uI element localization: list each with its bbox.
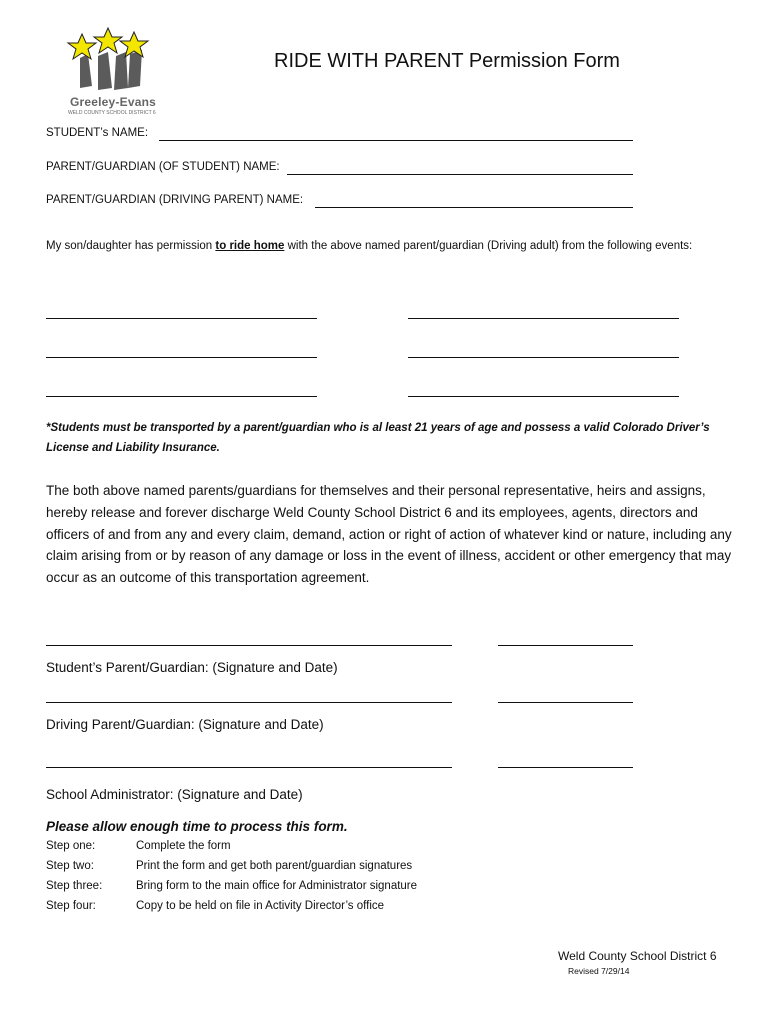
event-line[interactable] <box>46 318 317 319</box>
date-line[interactable] <box>498 702 633 703</box>
parent-student-label: PARENT/GUARDIAN (OF STUDENT) NAME: <box>46 161 280 173</box>
intro-before: My son/daughter has permission <box>46 240 216 252</box>
step-text: Print the form and get both parent/guardian signatures <box>136 860 413 872</box>
student-name-line[interactable] <box>159 140 633 141</box>
signature-line[interactable] <box>46 645 452 646</box>
step-text: Complete the form <box>136 840 231 852</box>
step-label: Step four: <box>46 900 96 912</box>
process-heading: Please allow enough time to process this form. <box>46 819 348 834</box>
parent-driving-label: PARENT/GUARDIAN (DRIVING PARENT) NAME: <box>46 194 304 206</box>
step-label: Step two: <box>46 860 94 872</box>
event-line[interactable] <box>46 396 317 397</box>
driving-parent-signature-label: Driving Parent/Guardian: (Signature and Date) <box>46 717 324 732</box>
permission-intro <box>46 236 736 257</box>
intro-after: with the above named parent/guardian (Driving adult) from the following events: <box>284 240 693 252</box>
parent-driving-line[interactable] <box>315 207 633 208</box>
logo-stars-icon <box>62 26 162 96</box>
administrator-signature-label: School Administrator: (Signature and Date) <box>46 787 303 802</box>
student-name-label: STUDENT’s NAME: <box>46 127 149 139</box>
step-text: Bring form to the main office for Administrator signature <box>136 880 418 892</box>
intro-underlined: to ride home <box>215 240 285 252</box>
signature-line[interactable] <box>46 767 452 768</box>
footer-revised: Revised 7/29/14 <box>568 966 630 976</box>
event-line[interactable] <box>408 357 679 358</box>
event-line[interactable] <box>46 357 317 358</box>
date-line[interactable] <box>498 645 633 646</box>
step-text: Copy to be held on file in Activity Director’s office <box>136 900 385 912</box>
logo-name: Greeley-Evans <box>70 95 156 109</box>
release-paragraph: The both above named parents/guardians for themselves and their personal representative, heirs and assigns, hereby release and forever discharge Weld County School District 6 and its employees, agents, directors and officers of and from any and every claim, demand, action or right of action of whatever kind or nature, including any claim arising from or by reason of any damage or loss in the event of illness, accident or other emergency that may occur as an outcome of this transportation agreement. <box>46 483 732 586</box>
student-parent-signature-label: Student’s Parent/Guardian: (Signature and Date) <box>46 660 338 675</box>
date-line[interactable] <box>498 767 633 768</box>
event-line[interactable] <box>408 396 679 397</box>
requirement-note: *Students must be transported by a parent/guardian who is al least 21 years of age and possess a valid Colorado Driver’s License and Liability Insurance. <box>46 422 710 454</box>
signature-line[interactable] <box>46 702 452 703</box>
event-line[interactable] <box>408 318 679 319</box>
parent-student-line[interactable] <box>287 174 633 175</box>
step-label: Step three: <box>46 880 103 892</box>
footer-district: Weld County School District 6 <box>558 949 717 963</box>
step-label: Step one: <box>46 840 96 852</box>
logo-subtitle: WELD COUNTY SCHOOL DISTRICT 6 <box>68 110 156 116</box>
page-title: RIDE WITH PARENT Permission Form <box>274 50 620 72</box>
